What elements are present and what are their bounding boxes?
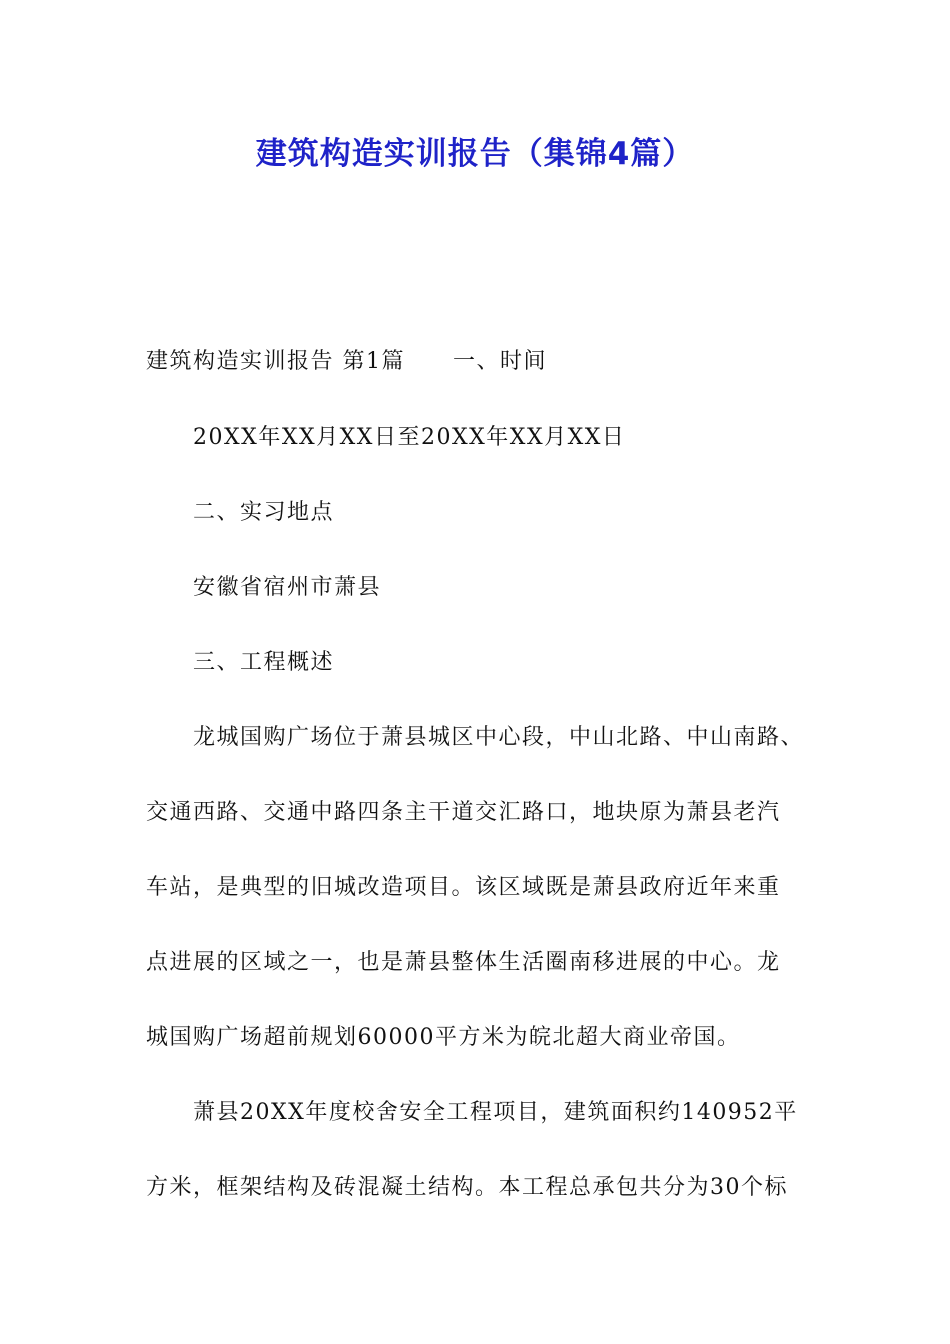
place-heading: 二、实习地点 xyxy=(193,500,335,525)
time-value: 20XX年XX月XX日至20XX年XX月XX日 xyxy=(193,425,626,450)
overview-heading: 三、工程概述 xyxy=(193,650,335,675)
paragraph-line: 城国购广场超前规划60000平方米为皖北超大商业帝国。 xyxy=(146,1025,741,1050)
place-value: 安徽省宿州市萧县 xyxy=(193,575,382,600)
paragraph-line: 萧县20XX年度校舍安全工程项目，建筑面积约140952平 xyxy=(193,1100,798,1125)
section-heading-line xyxy=(146,344,547,375)
paragraph-line: 方米，框架结构及砖混凝土结构。本工程总承包共分为30个标 xyxy=(146,1175,788,1200)
section-heading: 建筑构造实训报告 第1篇 xyxy=(146,349,405,374)
time-heading: 一、时间 xyxy=(453,349,548,374)
paragraph-line: 龙城国购广场位于萧县城区中心段，中山北路、中山南路、 xyxy=(193,725,805,750)
paragraph-line: 车站，是典型的旧城改造项目。该区域既是萧县政府近年来重 xyxy=(146,875,781,900)
paragraph-line: 点进展的区域之一，也是萧县整体生活圈南移进展的中心。龙 xyxy=(146,950,781,975)
paragraph-line: 交通西路、交通中路四条主干道交汇路口，地块原为萧县老汽 xyxy=(146,800,781,825)
document-title: 建筑构造实训报告（集锦4篇） xyxy=(255,136,695,172)
